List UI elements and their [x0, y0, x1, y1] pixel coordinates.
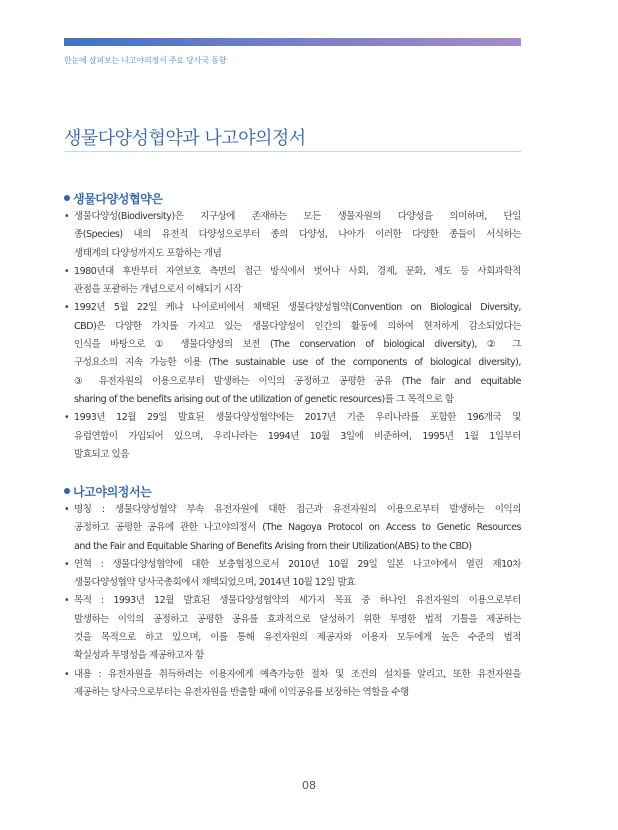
line: 1992년 5월 22일 케냐 나이로비에서 채택된 생물다양성협약(Convention on Biological Diversity, — [74, 302, 521, 314]
line: sharing of the benefits arising out of the utilization of genetic resources)를 그 목적으로 함 — [74, 393, 454, 405]
line: and the Fair and Equitable Sharing of Benefits Arising from their Utilization(ABS) to the CBD) — [74, 540, 472, 552]
line: 연혁 : 생물다양성협약에 대한 보충협정으로서 2010년 10월 29일 일본 나고야에서 열린 제10차 — [74, 558, 521, 570]
bullet-dot-icon — [64, 488, 70, 494]
bullet-icon: • — [64, 595, 70, 607]
list-item — [64, 263, 521, 300]
line: 발효되고 있음 — [74, 448, 129, 460]
section-heading-text: 나고야의정서는 — [73, 485, 152, 499]
line: 인식을 바탕으로 ① 생물다양성의 보전 (The conservation of biological diversity), ② 그 — [74, 339, 521, 351]
page-number: 08 — [302, 779, 316, 792]
line: 생태계의 다양성까지도 포함하는 개념 — [74, 247, 222, 259]
line: CBD)은 다양한 가치를 가지고 있는 생물다양성이 인간의 활동에 의하여 현저하게 감소되었다는 — [74, 320, 521, 332]
list-item — [64, 556, 521, 593]
line: 공정하고 공평한 공유에 관한 나고야의정서 (The Nagoya Protocol on Access to Genetic Resources — [74, 522, 521, 534]
line: 생물다양성(Biodiversity)은 지구상에 존재하는 모든 생물자원의 다양성을 의미하며, 단일 — [74, 211, 521, 222]
list-item — [64, 299, 521, 409]
line: 목적 : 1993년 12월 발효된 생물다양성협약의 세가지 목표 중 하나인 유전자원의 이용으로부터 — [74, 595, 521, 607]
bullet-icon: • — [64, 504, 70, 515]
line: 것을 목적으로 하고 있으며, 이를 통해 유전자원의 제공자와 이용자 모두에게 높은 수준의 법적 — [74, 632, 521, 644]
line: 유럽연합이 가입되어 있으며, 우리나라는 1994년 10월 3일에 비준하여, 1995년 1월 1일부터 — [74, 430, 521, 442]
running-header: 한눈에 살펴보는 나고야의정서 주요 당사국 동향 — [64, 56, 227, 65]
line: 1993년 12월 29일 발효된 생물다양성협약에는 2017년 기준 우리나라를 포함한 196개국 및 — [74, 412, 521, 424]
bullet-icon: • — [64, 302, 70, 314]
bullet-icon: • — [64, 412, 70, 424]
line: 발생하는 이익의 공정하고 공평한 공유를 효과적으로 달성하기 위한 투명한 법적 기틀을 제공하는 — [74, 613, 521, 625]
line: 제공하는 당사국으로부터는 유전자원을 반출할 때에 이익공유를 보장하는 역할을 수행 — [74, 686, 409, 698]
line: ③ 유전자원의 이용으로부터 발생하는 이익의 공정하고 공평한 공유 (The fair and equitable — [74, 375, 521, 387]
title-divider — [64, 151, 521, 152]
section-heading-cbd — [64, 190, 163, 207]
list-item — [64, 592, 521, 665]
list-item — [64, 501, 521, 556]
bullet-icon: • — [64, 558, 70, 570]
bullet-icon: • — [64, 265, 70, 277]
bullet-icon: • — [64, 668, 70, 680]
bullet-dot-icon — [64, 195, 70, 201]
line: 확실성과 투명성을 제공하고자 함 — [74, 650, 204, 662]
line: 구성요소의 지속 가능한 이용 (The sustainable use of the components of biological diversity), — [74, 357, 521, 369]
cbd-list — [64, 208, 521, 464]
line: 1980년대 후반부터 자연보호 측면의 접근 방식에서 벗어나 사회, 경제, 문화, 제도 등 사회과학적 — [74, 265, 521, 277]
line: 종(Species) 내의 유전적 다양성으로부터 종의 다양성, 나아가 이러한 다양한 종들이 서식하는 — [74, 229, 521, 241]
section-heading-nagoya — [64, 483, 151, 500]
header-gradient-bar — [64, 38, 521, 46]
line: 내용 : 유전자원을 취득하려는 이용자에게 예측가능한 절차 및 조건의 설치를 알리고, 또한 유전자원을 — [74, 668, 521, 680]
line: 생물다양성협약 당사국총회에서 채택되었으며, 2014년 10월 12일 발효 — [74, 577, 355, 589]
bullet-icon: • — [64, 211, 70, 222]
list-item — [64, 208, 521, 263]
line: 관점을 포괄하는 개념으로서 이해되기 시작 — [74, 284, 242, 296]
section-heading-text: 생물다양성협약은 — [73, 192, 163, 206]
nagoya-list — [64, 501, 521, 702]
list-item — [64, 666, 521, 703]
line: 명칭 : 생물다양성협약 부속 유전자원에 대한 접근과 유전자원의 이용으로부터 발생하는 이익의 — [74, 504, 521, 515]
list-item — [64, 409, 521, 464]
page-title: 생물다양성협약과 나고야의정서 — [64, 128, 306, 149]
